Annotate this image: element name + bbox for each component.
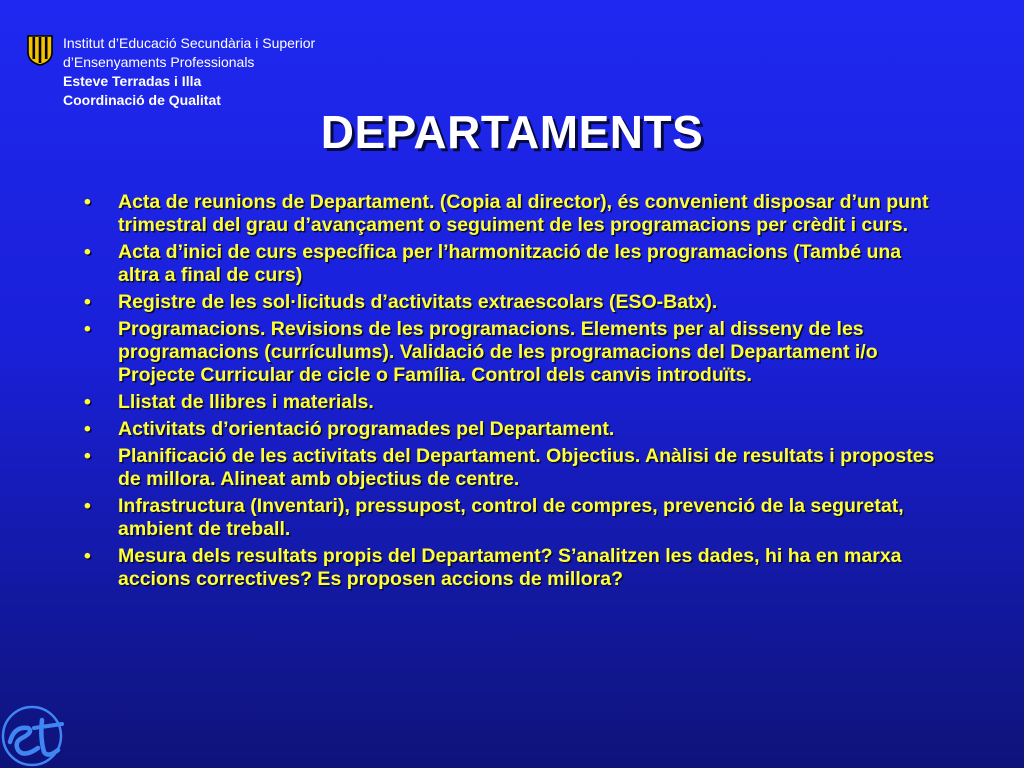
list-item-text: Acta de reunions de Departament. (Copia al director), és convenient disposar d’un punt trimestral del grau d’avançament o seguiment de les programacions per crèdit i curs. [118, 191, 929, 236]
list-item [84, 418, 944, 441]
list-item-text: Llistat de llibres i materials. [118, 391, 374, 413]
list-item [84, 391, 944, 414]
institution-line-2: d’Ensenyaments Professionals [63, 54, 255, 70]
list-item-text: Registre de les sol·licituds d’activitats extraescolars (ESO-Batx). [118, 291, 718, 313]
bullet-icon: • [84, 391, 91, 413]
et-logo-icon [0, 690, 80, 768]
list-item-text: Mesura dels resultats propis del Departament? S’analitzen les dades, hi ha en marxa accions correctives? Es proposen accions de millora? [118, 545, 902, 590]
list-item-text: Planificació de les activitats del Departament. Objectius. Anàlisi de resultats i propostes de millora. Alineat amb objectius de centre. [118, 445, 935, 490]
generalitat-emblem-icon [26, 34, 54, 66]
bullet-icon: • [84, 418, 91, 440]
list-item [84, 291, 944, 314]
bullet-icon: • [84, 318, 91, 340]
bullet-icon: • [84, 191, 91, 213]
bullet-icon: • [84, 291, 91, 313]
bullet-icon: • [84, 495, 91, 517]
bullet-icon: • [84, 445, 91, 467]
bullet-list [84, 191, 944, 595]
institution-text [63, 34, 403, 110]
list-item [84, 191, 944, 237]
list-item-text: Activitats d’orientació programades pel Departament. [118, 418, 615, 440]
bullet-icon: • [84, 241, 91, 263]
institution-name: Esteve Terradas i Illa [63, 73, 202, 89]
list-item [84, 241, 944, 287]
list-item [84, 318, 944, 387]
list-item [84, 445, 944, 491]
coordination-label: Coordinació de Qualitat [63, 92, 221, 108]
bullet-icon: • [84, 545, 91, 567]
institution-line-1: Institut d’Educació Secundària i Superior [63, 35, 316, 51]
list-item-text: Programacions. Revisions de les programacions. Elements per al disseny de les programacions (currículums). Validació de les programacions del Departament i/o Projecte Curricular de cicle o Família. Control dels canvis introduïts. [118, 318, 878, 386]
list-item-text: Acta d’inici de curs específica per l’harmonització de les programacions (També una altra a final de curs) [118, 241, 902, 286]
page-title: DEPARTAMENTS [320, 106, 704, 158]
list-item-text: Infrastructura (Inventari), pressupost, control de compres, prevenció de la seguretat, ambient de treball. [118, 495, 904, 540]
list-item [84, 545, 944, 591]
list-item [84, 495, 944, 541]
